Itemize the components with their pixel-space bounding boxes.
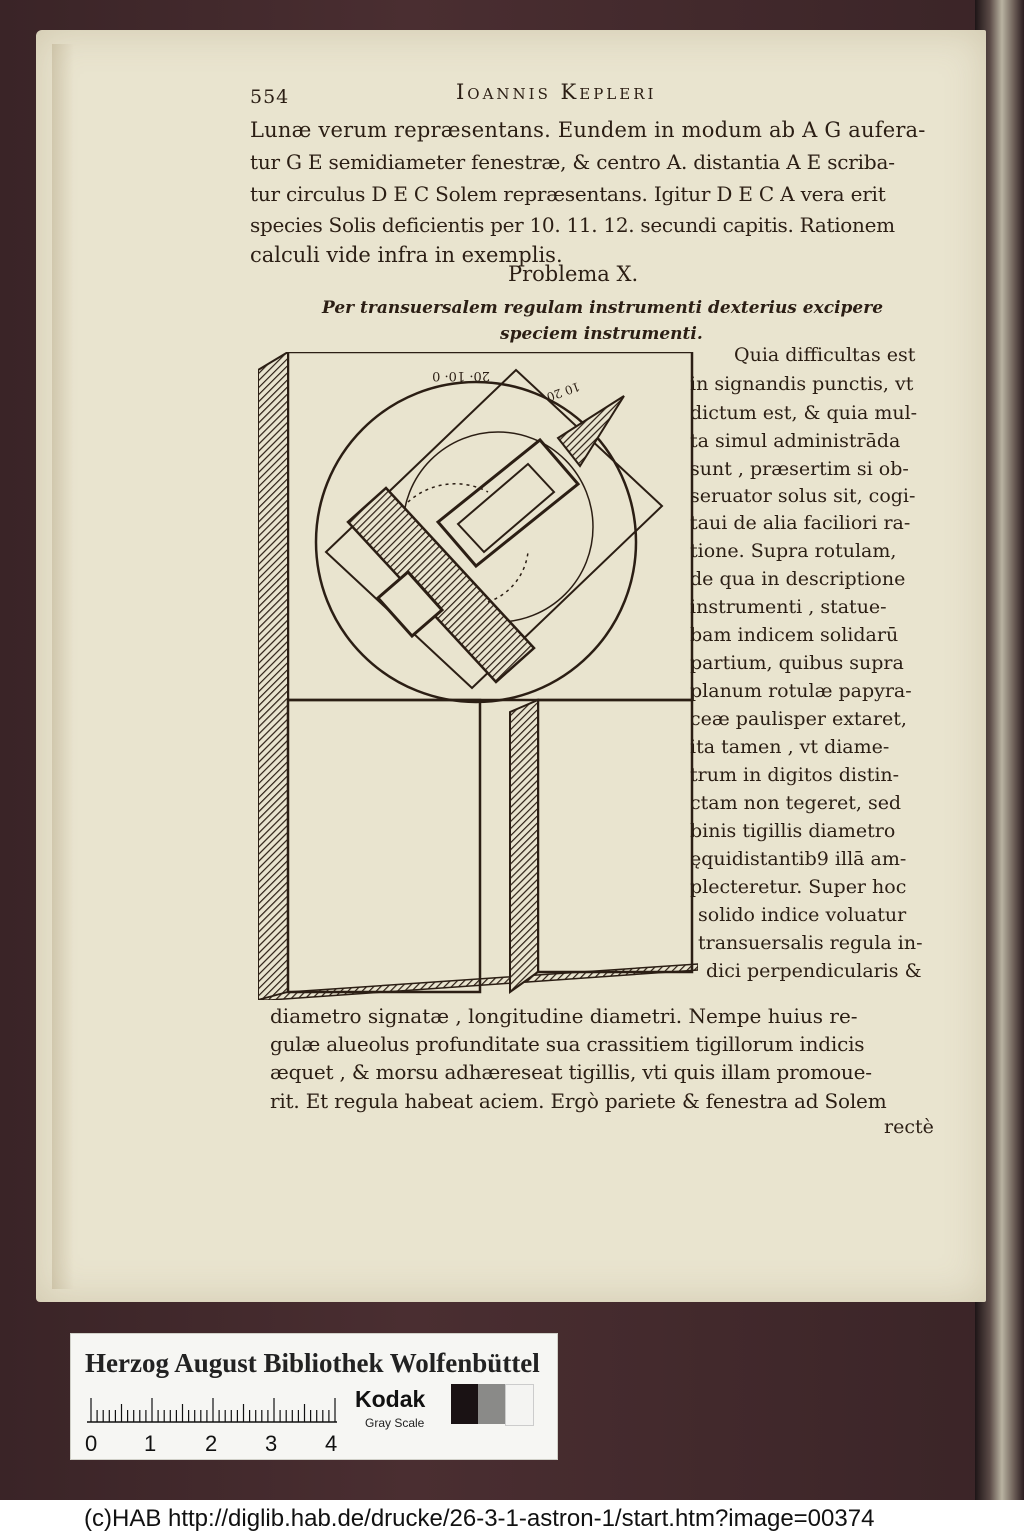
page-header	[250, 78, 950, 108]
kodak-logo-text: Kodak	[355, 1386, 426, 1412]
ruler-number-0: 0	[85, 1431, 98, 1456]
side-line-14: ceæ paulisper extaret,	[690, 708, 907, 730]
body-line-2: tur G E semidiameter fenestræ, & centro A. distantia A E scriba-	[250, 150, 895, 174]
side-line-21: solido indice voluatur	[698, 904, 907, 926]
ruler-number-2: 2	[205, 1431, 218, 1456]
swatch-gray	[478, 1384, 505, 1424]
side-line-19: ęquidistantib9 illā am-	[690, 848, 907, 870]
side-line-8: tione. Supra rotulam,	[690, 540, 897, 562]
page-number: 554	[250, 86, 290, 108]
body-line-5: calculi vide infra in exemplis.	[250, 243, 563, 267]
body-line-4: species Solis deficientis per 10. 11. 12. secundi capitis. Rationem	[250, 213, 895, 237]
swatch-white	[505, 1384, 534, 1426]
ruler-number-4: 4	[325, 1431, 338, 1456]
side-line-18: binis tigillis diametro	[690, 820, 896, 842]
ruler-number-3: 3	[265, 1431, 278, 1456]
side-line-15: ita tamen , vt diame-	[690, 736, 890, 758]
body-line-1: Lunæ verum repræsentans. Eundem in modum ab A G aufera-	[250, 118, 926, 142]
bottom-line-4: rit. Et regula habeat aciem. Ergò pariete & fenestra ad Solem	[270, 1089, 887, 1113]
catchword: rectè	[884, 1116, 934, 1138]
side-line-6: seruator solus sit, cogi-	[690, 485, 916, 507]
side-line-2: in signandis punctis, vt	[690, 373, 914, 395]
board-right-leg	[538, 700, 692, 972]
board-left-edge-hatching	[258, 352, 288, 1000]
bottom-line-1: diametro signatæ , longitudine diametri. Nempe huius re-	[270, 1004, 858, 1028]
bottom-line-3: æquet , & morsu adhæreseat tigillis, vti quis illam promoue-	[270, 1060, 872, 1084]
board-bottom-edge-hatching	[258, 964, 698, 1000]
side-line-12: partium, quibus supra	[690, 652, 904, 674]
side-line-11: bam indicem solidarū	[690, 624, 899, 646]
sight-tube	[438, 440, 578, 566]
side-line-1: Quia difficultas est	[734, 344, 916, 366]
side-line-9: de qua in descriptione	[690, 568, 906, 590]
side-line-20: plecteretur. Super hoc	[690, 876, 907, 898]
ruler	[87, 1392, 343, 1432]
side-line-5: sunt , præsertim si ob-	[690, 458, 909, 480]
board-left-leg	[288, 700, 480, 992]
gray-scale-label: Gray Scale	[365, 1416, 425, 1430]
side-line-7: taui de alia faciliori ra-	[690, 512, 911, 534]
side-line-13: planum rotulæ papyra-	[690, 680, 912, 702]
running-head: Ioannis Kepleri	[456, 80, 657, 104]
source-url-text: (c)HAB http://diglib.hab.de/drucke/26-3-1-astron-1/start.htm?image=00374	[84, 1505, 875, 1532]
footer-bar	[0, 1500, 1024, 1537]
side-line-22: transuersalis regula in-	[698, 932, 923, 954]
page-gutter-shadow	[52, 44, 74, 1289]
side-line-3: dictum est, & quia mul-	[690, 402, 918, 424]
ruler-number-1: 1	[144, 1431, 157, 1456]
problem-subtitle-1: Per transuersalem regulam instrumenti dexterius excipere	[322, 298, 884, 318]
side-line-4: ta simul administrāda	[690, 430, 901, 452]
instrument-woodcut-figure	[258, 352, 698, 1000]
side-line-16: trum in digitos distin-	[690, 764, 900, 786]
body-line-3: tur circulus D E C Solem repræsentans. Igitur D E C A vera erit	[250, 182, 886, 206]
bottom-line-2: gulæ alueolus profunditate sua crassitiem tigillorum indicis	[270, 1032, 865, 1056]
side-line-17: ctam non tegeret, sed	[690, 792, 902, 814]
scale-card	[70, 1333, 558, 1460]
scale-label-a: 20· 10· 0	[432, 368, 490, 383]
problem-heading: Problema X.	[508, 262, 639, 286]
scale-label-b: 10 20	[544, 379, 582, 405]
pointer-tip	[558, 396, 624, 466]
side-line-23: dici perpendicularis &	[706, 960, 922, 982]
dotted-arc-lower	[488, 552, 528, 602]
problem-subtitle-2: speciem instrumenti.	[500, 324, 703, 344]
side-line-10: instrumenti , statue-	[690, 596, 887, 618]
library-name: Herzog August Bibliothek Wolfenbüttel	[85, 1348, 540, 1378]
slot-hatching	[510, 700, 538, 992]
swatch-black	[451, 1384, 478, 1424]
